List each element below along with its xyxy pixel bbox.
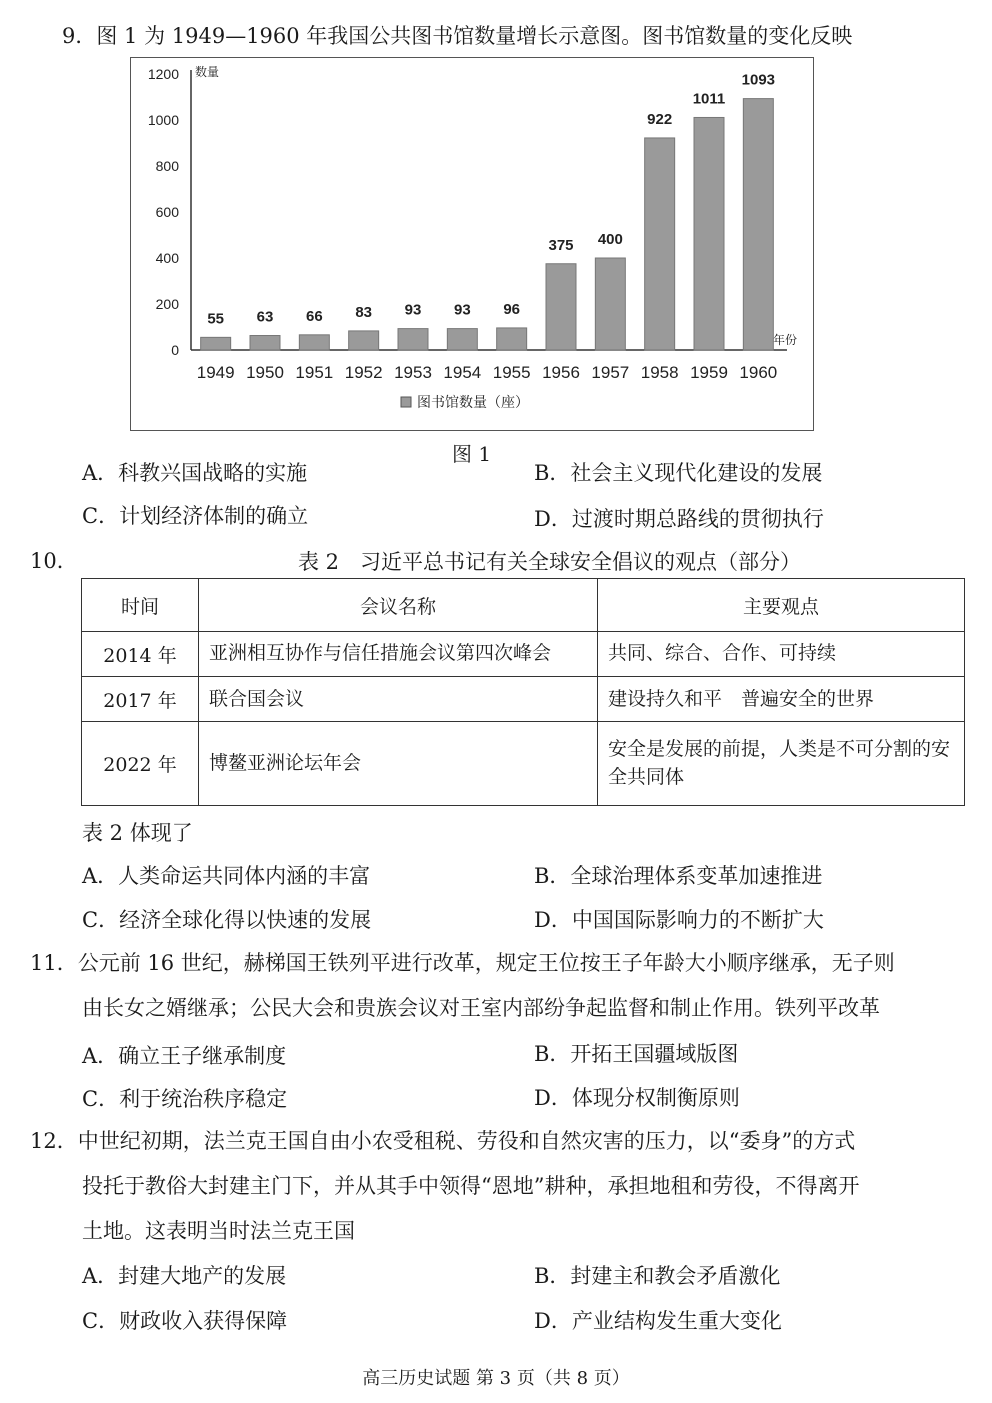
data-label: 93 xyxy=(404,301,422,319)
x-tick-label: 1957 xyxy=(591,363,630,382)
row-meeting: 联合国会议 xyxy=(199,677,598,722)
x-tick-label: 1949 xyxy=(196,363,235,382)
bar xyxy=(299,335,329,350)
data-label: 55 xyxy=(207,310,225,328)
row-year: 2014 年 xyxy=(82,632,199,677)
bar xyxy=(497,328,527,350)
q10-option-c[interactable]: C．经济全球化得以快速的发展 xyxy=(82,908,372,932)
y-tick-label: 600 xyxy=(155,204,179,220)
q9-option-a[interactable]: A．科教兴国战略的实施 xyxy=(82,461,308,485)
table-header-row xyxy=(82,579,965,632)
x-axis-title: 年份 xyxy=(772,333,798,347)
bar xyxy=(694,117,724,350)
data-label: 96 xyxy=(503,300,521,318)
bar xyxy=(447,329,477,350)
data-label: 1011 xyxy=(692,90,726,108)
bar xyxy=(595,258,625,350)
bar xyxy=(743,99,773,350)
header-view: 主要观点 xyxy=(598,579,965,632)
x-tick-label: 1951 xyxy=(295,363,334,382)
data-label: 93 xyxy=(453,301,471,319)
bar xyxy=(250,336,280,350)
table-2-caption: 表 2 习近平总书记有关全球安全倡议的观点（部分） xyxy=(298,550,802,574)
q12-option-b[interactable]: B．封建主和教会矛盾激化 xyxy=(534,1264,781,1288)
y-tick-label: 1000 xyxy=(147,112,179,128)
row-year: 2022 年 xyxy=(82,722,199,806)
q10-option-b[interactable]: B．全球治理体系变革加速推进 xyxy=(534,864,823,888)
q12-stem-line1: 12．中世纪初期，法兰克王国自由小农受租税、劳役和自然灾害的压力，以“委身”的方式 xyxy=(30,1129,856,1153)
figure-caption: 图 1 xyxy=(452,442,492,466)
q11-option-d[interactable]: D．体现分权制衡原则 xyxy=(534,1086,740,1110)
legend-swatch xyxy=(401,397,411,407)
table-row xyxy=(82,677,965,722)
header-time: 时间 xyxy=(82,579,199,632)
q9-option-c[interactable]: C．计划经济体制的确立 xyxy=(82,504,309,528)
data-label: 375 xyxy=(548,236,574,254)
y-tick-label: 200 xyxy=(155,296,179,312)
row-view: 建设持久和平 普遍安全的世界 xyxy=(598,677,965,722)
bar xyxy=(398,329,428,350)
table-2 xyxy=(81,578,965,806)
q11-stem-line2: 由长女之婿继承；公民大会和贵族会议对王室内部纷争起监督和制止作用。铁列平改革 xyxy=(82,996,880,1020)
row-view: 共同、综合、合作、可持续 xyxy=(598,632,965,677)
x-tick-label: 1958 xyxy=(640,363,679,382)
q10-option-a[interactable]: A．人类命运共同体内涵的丰富 xyxy=(82,864,371,888)
x-tick-label: 1955 xyxy=(492,363,531,382)
q11-stem-line1: 11．公元前 16 世纪，赫梯国王铁列平进行改革，规定王位按王子年龄大小顺序继承，无子则 xyxy=(30,951,895,975)
x-tick-label: 1950 xyxy=(246,363,284,382)
q12-stem-line2: 投托于教俗大封建主门下，并从其手中领得“恩地”耕种，承担地租和劳役，不得离开 xyxy=(82,1174,860,1198)
bar xyxy=(645,138,675,350)
header-meeting: 会议名称 xyxy=(199,579,598,632)
bar xyxy=(201,337,231,350)
x-tick-label: 1960 xyxy=(739,363,778,382)
q12-option-a[interactable]: A．封建大地产的发展 xyxy=(82,1264,287,1288)
row-meeting: 博鳌亚洲论坛年会 xyxy=(199,722,598,806)
x-tick-label: 1956 xyxy=(542,363,580,382)
q9-stem: 9．图 1 为 1949—1960 年我国公共图书馆数量增长示意图。图书馆数量的变化反映 xyxy=(62,24,853,48)
data-label: 1093 xyxy=(741,71,776,89)
table-row xyxy=(82,722,965,806)
row-meeting: 亚洲相互协作与信任措施会议第四次峰会 xyxy=(199,632,598,677)
q10-number: 10． xyxy=(30,549,78,573)
q9-option-b[interactable]: B．社会主义现代化建设的发展 xyxy=(534,461,823,485)
y-tick-label: 0 xyxy=(171,342,179,358)
y-tick-label: 800 xyxy=(155,158,179,174)
q9-option-d[interactable]: D．过渡时期总路线的贯彻执行 xyxy=(534,507,824,531)
q12-option-d[interactable]: D．产业结构发生重大变化 xyxy=(534,1309,782,1333)
y-tick-label: 1200 xyxy=(147,66,179,82)
y-tick-label: 400 xyxy=(155,250,179,266)
q11-option-a[interactable]: A．确立王子继承制度 xyxy=(82,1044,287,1068)
q10-stem: 表 2 体现了 xyxy=(82,821,193,845)
x-tick-label: 1952 xyxy=(344,363,383,382)
data-label: 922 xyxy=(647,110,673,128)
row-year: 2017 年 xyxy=(82,677,199,722)
figure-1-frame xyxy=(130,57,814,431)
x-tick-label: 1959 xyxy=(690,363,728,382)
q11-option-c[interactable]: C．利于统治秩序稳定 xyxy=(82,1087,288,1111)
data-label: 400 xyxy=(597,231,623,248)
data-label: 63 xyxy=(256,308,274,326)
x-tick-label: 1954 xyxy=(443,363,482,382)
bar-chart xyxy=(131,58,815,432)
table-row xyxy=(82,632,965,677)
y-axis-title: 数量 xyxy=(195,65,220,79)
legend-label: 图书馆数量（座） xyxy=(417,395,529,411)
q11-option-b[interactable]: B．开拓王国疆域版图 xyxy=(534,1042,739,1066)
page-footer: 高三历史试题 第 3 页（共 8 页） xyxy=(362,1368,630,1389)
q12-option-c[interactable]: C．财政收入获得保障 xyxy=(82,1309,288,1333)
data-label: 83 xyxy=(355,303,373,321)
x-tick-label: 1953 xyxy=(394,363,432,382)
q12-stem-line3: 土地。这表明当时法兰克王国 xyxy=(82,1219,355,1243)
bar xyxy=(349,331,379,350)
bar xyxy=(546,264,576,350)
q10-option-d[interactable]: D．中国国际影响力的不断扩大 xyxy=(534,908,824,932)
row-view: 安全是发展的前提，人类是不可分割的安全共同体 xyxy=(598,722,965,806)
data-label: 66 xyxy=(305,307,323,325)
